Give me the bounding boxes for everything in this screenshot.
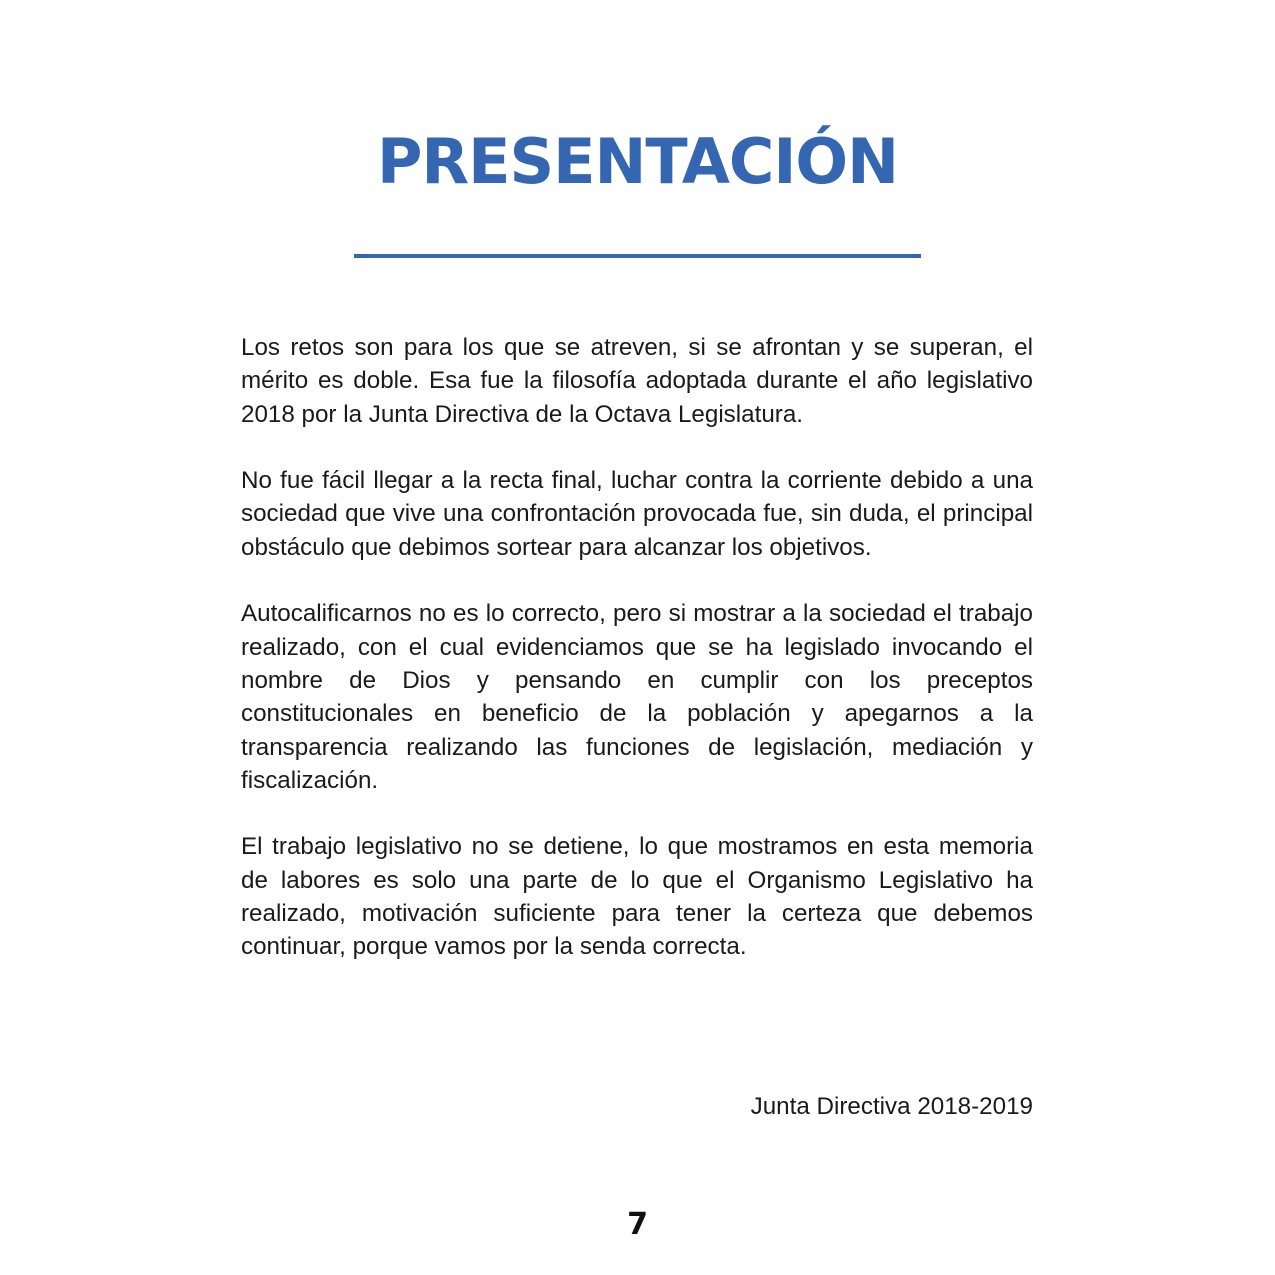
paragraph-3: Autocalificarnos no es lo correcto, pero si mostrar a la sociedad el trabajo realizado, con el cual evidenciamos que se ha legislado invocando el nombre de Dios y pensando en cumplir con los preceptos constitucionales en beneficio de la población y apegarnos a la transparencia realizando las funciones de legislación, mediación y fiscalización. — [241, 600, 1033, 794]
paragraph-2: No fue fácil llegar a la recta final, luchar contra la corriente debido a una sociedad que vive una confrontación provocada fue, sin duda, el principal obstáculo que debimos sortear para alcanzar los objetivos. — [241, 467, 1033, 561]
paragraph-4: El trabajo legislativo no se detiene, lo que mostramos en esta memoria de labores es solo una parte de lo que el Organismo Legislativo ha realizado, motivación suficiente para tener la certeza que debemos continuar, porque vamos por la senda correcta. — [241, 833, 1033, 961]
page-number: 7 — [627, 1207, 648, 1242]
signature: Junta Directiva 2018-2019 — [750, 1093, 1033, 1120]
body-text — [241, 331, 1033, 997]
title-divider — [354, 254, 921, 258]
paragraph-1: Los retos son para los que se atreven, si se afrontan y se superan, el mérito es doble. Esa fue la filosofía adoptada durante el año legislativo 2018 por la Junta Directiva de la Octava Legislatura. — [241, 334, 1033, 428]
page-title: PRESENTACIÓN — [376, 125, 899, 198]
